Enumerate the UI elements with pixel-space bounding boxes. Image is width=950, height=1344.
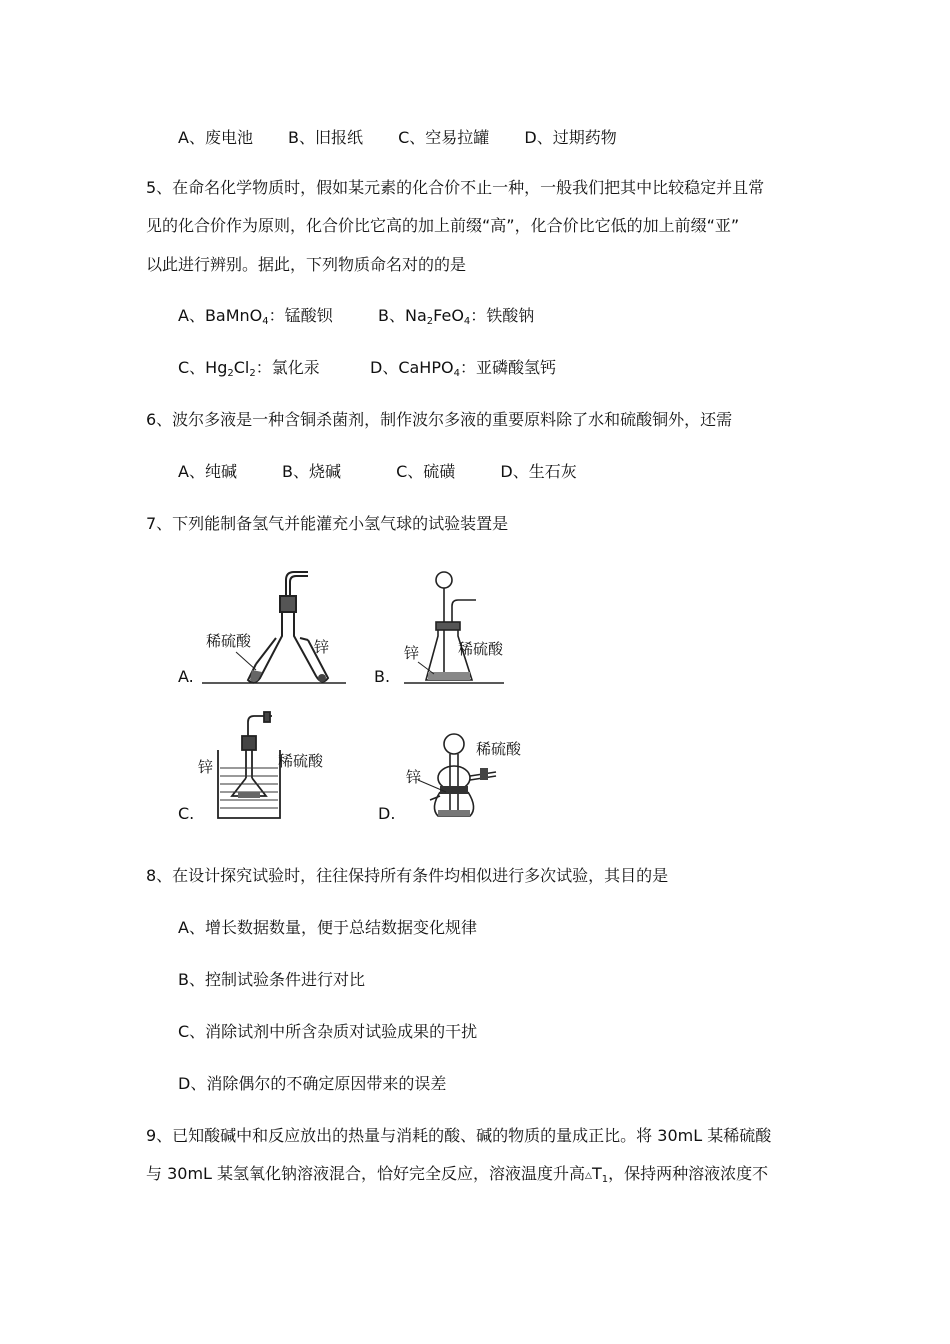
q5-option-c-formula-mid: Cl [233,358,250,377]
q5-option-a-name: ：锰酸钡 [268,306,333,325]
delta-symbol: △ [585,1171,592,1181]
q8-stem: 8、在设计探究试验时，往往保持所有条件均相似进行多次试验，其目的是 [146,866,669,885]
q7-figure-a-label: A. [178,667,194,686]
q7-figure-b-acid-label: 稀硫酸 [458,640,504,658]
q5-option-c-formula-pre: C、Hg [178,358,228,377]
q5-option-d-name: ：亚磷酸氢钙 [459,358,556,377]
q9-temperature-symbol: T [591,1164,602,1183]
q5-option-a-sub: 4 [262,316,269,327]
q6-option-c: C、硫磺 [396,462,456,481]
q6-option-b: B、烧碱 [282,462,342,481]
q8-option-d: D、消除偶尔的不确定原因带来的误差 [178,1074,447,1093]
q4-option-d: D、过期药物 [524,128,617,147]
kipp-apparatus-diagram [400,730,540,826]
q5-stem-line3: 以此进行辨别。据此，下列物质命名对的的是 [146,255,467,274]
beaker-funnel-apparatus-diagram [196,706,346,828]
q5-option-c-sub2: 2 [249,368,256,379]
q6-stem: 6、波尔多液是一种含铜杀菌剂，制作波尔多液的重要原料除了水和硫酸铜外，还需 [146,410,733,429]
q5-option-b-formula-pre: B、Na [378,306,427,325]
q4-option-c: C、空易拉罐 [398,128,490,147]
q5-stem-line2: 见的化合价作为原则，化合价比它高的加上前缀“高”，化合价比它低的加上前缀“亚” [146,216,740,235]
q5-option-c-name: ：氯化汞 [255,358,320,377]
q7-figure-b-zinc-label: 锌 [404,644,420,662]
q8-option-a: A、增长数据数量，便于总结数据变化规律 [178,918,477,937]
q8-option-c: C、消除试剂中所含杂质对试验成果的干扰 [178,1022,478,1041]
conical-flask-apparatus-diagram [400,566,520,690]
q5-option-a [178,304,333,328]
q7-figure-a [196,566,356,690]
q8-option-b: B、控制试验条件进行对比 [178,970,365,989]
q7-figure-d-label: D. [378,804,396,823]
q7-figure-c-acid-label: 稀硫酸 [278,752,324,770]
q7-figure-c-label: C. [178,804,195,823]
q5-option-d [370,356,556,380]
q5-option-d-formula: D、CaHPO [370,358,454,377]
q7-figure-c-zinc-label: 锌 [198,758,214,776]
q9-stem-line2 [146,1162,768,1188]
q5-option-a-formula: A、BaMnO [178,306,263,325]
q5-option-c-sub1: 2 [227,368,234,379]
q5-option-d-sub: 4 [453,368,460,379]
q4-option-b: B、旧报纸 [288,128,364,147]
q9-stem-line1: 9、已知酸碱中和反应放出的热量与消耗的酸、碱的物质的量成正比。将 30mL 某稀硫酸 [146,1126,772,1145]
q9-stem-line2-text: 与 30mL 某氢氧化钠溶液混合，恰好完全反应，溶液温度升高 [146,1164,586,1183]
q7-figure-d [400,730,540,826]
q7-figure-a-zinc-label: 锌 [314,638,330,656]
y-tube-apparatus-diagram [196,566,356,690]
q4-options [178,126,647,150]
q4-option-a: A、废电池 [178,128,253,147]
q9-stem-line2-end: ，保持两种溶液浓度不 [608,1164,769,1183]
q5-option-b-name: ：铁酸钠 [470,306,535,325]
q7-figure-c [196,706,346,828]
q7-figure-b-label: B. [374,667,391,686]
q6-option-d: D、生石灰 [500,462,577,481]
q6-option-a: A、纯碱 [178,462,237,481]
q5-option-c [178,356,320,380]
q7-figure-b [400,566,520,690]
q7-figure-a-acid-label: 稀硫酸 [206,632,252,650]
q5-option-b-formula-mid: FeO [433,306,464,325]
q9-temperature-sub: 1 [601,1174,609,1185]
q5-option-b-sub1: 2 [426,316,434,327]
q5-option-b [378,304,534,328]
q5-stem-line1: 5、在命名化学物质时，假如某元素的化合价不止一种，一般我们把其中比较稳定并且常 [146,178,765,197]
q7-stem: 7、下列能制备氢气并能灌充小氢气球的试验装置是 [146,514,509,533]
q7-figure-d-acid-label: 稀硫酸 [476,740,522,758]
q6-options [178,460,607,484]
q7-figure-d-zinc-label: 锌 [406,768,422,786]
q5-option-b-sub2: 4 [463,316,471,327]
